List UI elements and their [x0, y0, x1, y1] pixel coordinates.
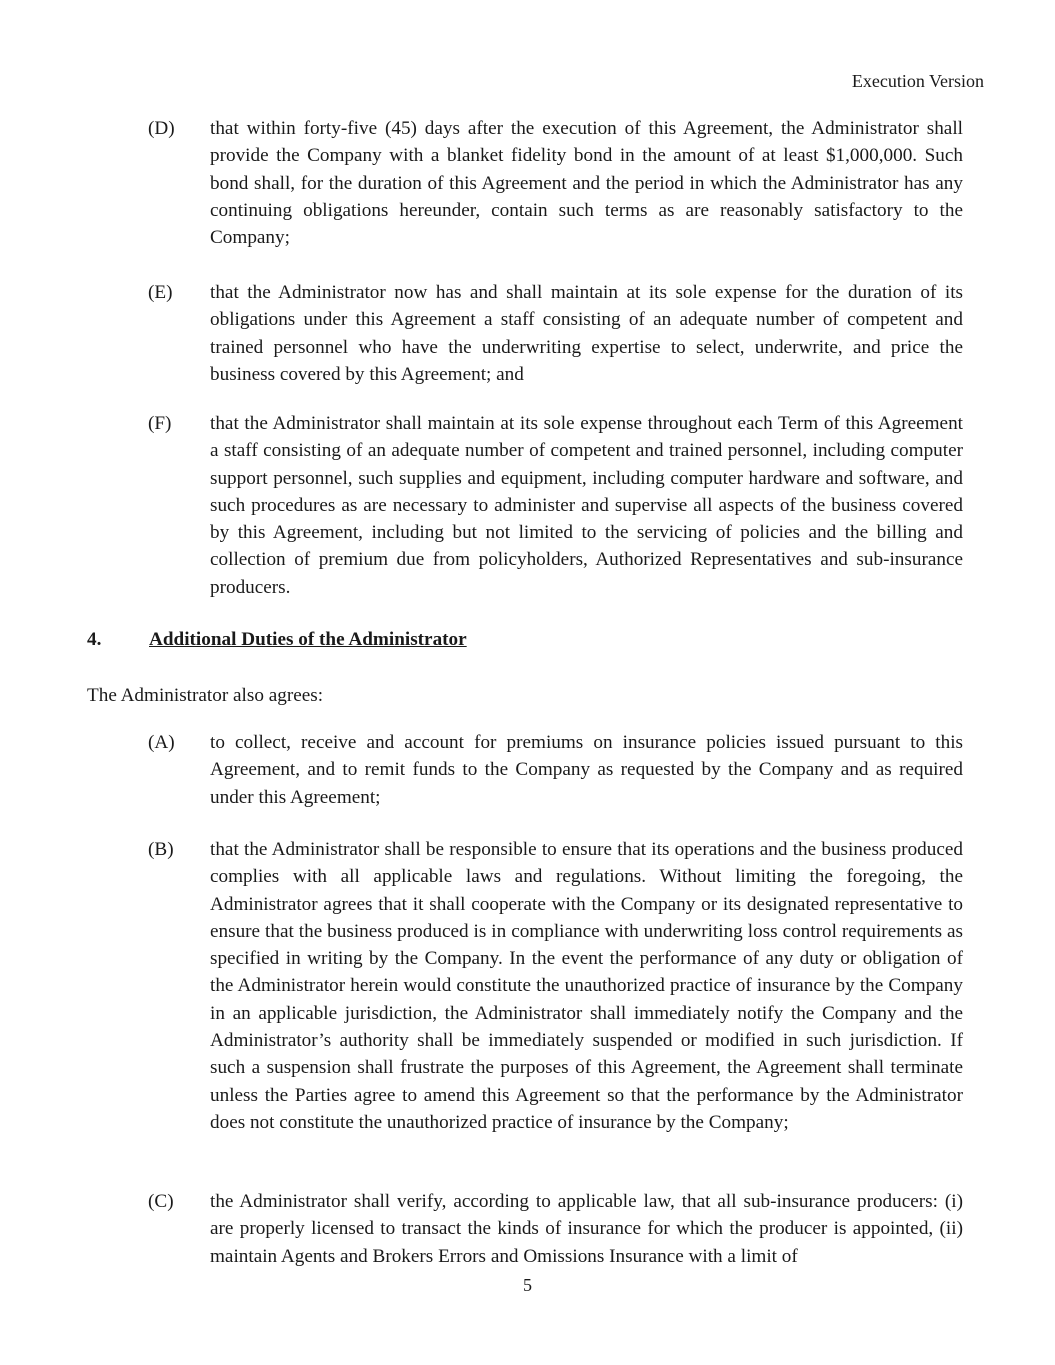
item-text: that the Administrator now has and shall maintain at its sole expense for the duration of its obligations under this Agreement a staff consisting of an adequate number of competent and trained personnel who have the underwriting expertise to select, underwrite, and price the business covered by this Agreement; and: [210, 282, 963, 385]
section-title: Additional Duties of the Administrator: [149, 629, 467, 650]
item-label: (E): [148, 282, 173, 303]
item-text: to collect, receive and account for premiums on insurance policies issued pursuant to this Agreement, and to remit funds to the Company as requested by the Company and as required under this Agreement;: [210, 732, 963, 808]
item-text: that the Administrator shall maintain at its sole expense throughout each Term of this Agreement a staff consisting of an adequate number of competent and trained personnel, including computer support personnel, such supplies and equipment, including computer hardware and software, and such procedures as are necessary to administer and supervise all aspects of the business covered by this Agreement, including but not limited to the servicing of policies and the billing and collection of premium due from policyholders, Authorized Representatives and sub-insurance producers.: [210, 413, 963, 598]
item-label: (A): [148, 732, 175, 753]
item-text: that within forty-five (45) days after the execution of this Agreement, the Administrator shall provide the Company with a blanket fidelity bond in the amount of at least $1,000,000. Such bond shall, for the duration of this Agreement and the period in which the Administrator has any continuing obligations hereunder, contain such terms as are reasonably satisfactory to the Company;: [210, 118, 963, 249]
item-text: the Administrator shall verify, according to applicable law, that all sub-insurance producers: (i) are properly licensed to transact the kinds of insurance for which the producer is appointed, (ii) maintain Agents and Brokers Errors and Omissions Insurance with a limit of: [210, 1191, 963, 1267]
item-label: (C): [148, 1191, 174, 1212]
section-number: 4.: [87, 629, 102, 650]
item-text: that the Administrator shall be responsible to ensure that its operations and the business produced complies with all applicable laws and regulations. Without limiting the foregoing, the Administrator agrees that it shall cooperate with the Company or its designated representative to ensure that the business produced is in compliance with underwriting loss control requirements as specified in writing by the Company. In the event the performance of any duty or obligation of the Administrator herein would constitute the unauthorized practice of insurance by the Company in an applicable jurisdiction, the Administrator shall immediately notify the Company and the Administrator’s authority shall be immediately suspended or modified in such jurisdiction. If such a suspension shall frustrate the purposes of this Agreement, the Agreement shall terminate unless the Parties agree to amend this Agreement so that the performance by the Administrator does not constitute the unauthorized practice of insurance by the Company;: [210, 839, 963, 1133]
item-label: (F): [148, 413, 172, 434]
version-label: Execution Version: [851, 71, 984, 91]
item-label: (B): [148, 839, 174, 860]
section-heading: [87, 626, 467, 653]
page-number: 5: [523, 1275, 532, 1295]
section-intro: The Administrator also agrees:: [87, 685, 324, 706]
item-label: (D): [148, 118, 175, 139]
